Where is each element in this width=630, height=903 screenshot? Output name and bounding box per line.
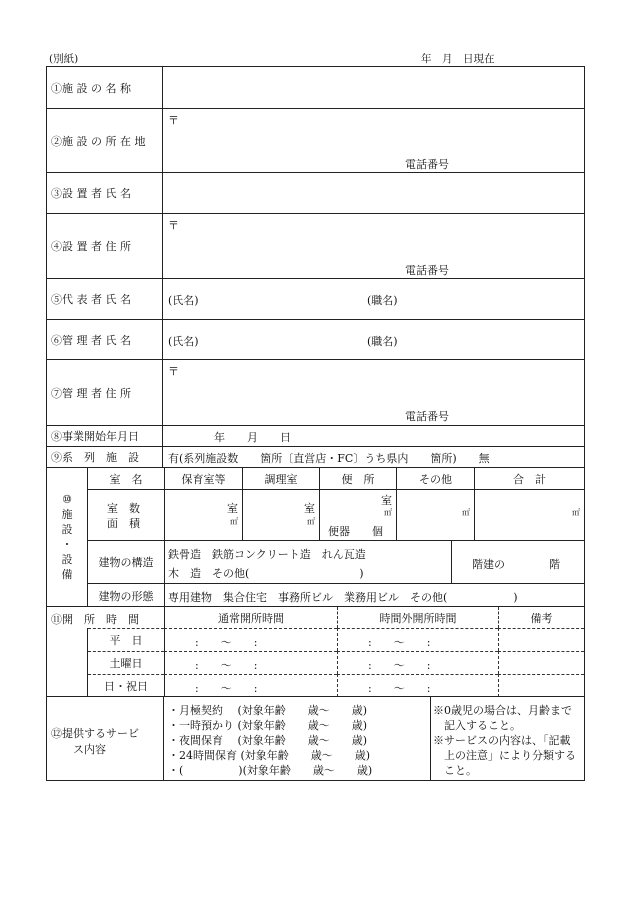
weekday-regular[interactable]: : 〜 : (164, 628, 337, 651)
row-hours (47, 606, 584, 696)
day-saturday: 土曜日 (88, 651, 164, 674)
owner-address-label: ④設 置 者 住 所 (47, 214, 163, 278)
name-label: (氏名) (168, 335, 199, 348)
col-remarks: 備考 (498, 607, 584, 628)
structure-options[interactable]: 鉄骨造 鉄筋コンクリート造 れん瓦造 木 造 その他( ) (164, 540, 451, 583)
service-item: ・( )(対象年齢 歳〜 歳) (168, 764, 373, 777)
as-of-date: 年 月 日現在 (421, 53, 495, 65)
col-toilet: 便 所 (319, 468, 396, 489)
affiliation-label: ⑨系 列 施 設 (47, 447, 163, 467)
room-name-header: 室 名 (109, 472, 143, 486)
toilet-count-area[interactable]: 室 ㎡ 便器 個 (319, 489, 396, 540)
affiliation-field[interactable] (164, 447, 584, 467)
affiliation-text: 有(系列施設数 箇所〔直営店・FC〕うち県内 箇所) 無 (168, 452, 490, 465)
postal-mark: 〒 (168, 219, 179, 232)
postal-mark: 〒 (168, 114, 179, 127)
row-facilities (47, 467, 584, 606)
facilities-number: ⑩ (62, 493, 72, 506)
col-other: その他 (396, 468, 474, 489)
manager-address-field[interactable] (164, 360, 584, 425)
title-label: (職名) (367, 294, 398, 307)
col-total: 合 計 (474, 468, 584, 489)
manager-address-label: ⑦管 理 者 住 所 (47, 360, 163, 425)
phone-label: 電話番号 (405, 264, 449, 277)
service-item: ・24時間保育 (対象年齢 歳〜 歳) (168, 749, 371, 762)
services-notes: ※0歳児の場合は、月齢まで 記入すること。 ※サービスの内容は、「記載 上の注意」により分類する こと。 (430, 697, 584, 781)
facilities-label: ⑩ 施 設 ・ 設 備 (47, 468, 88, 606)
service-item: ・一時預かり (対象年齢 歳〜 歳) (168, 719, 368, 732)
service-item: ・夜間保育 (対象年齢 歳〜 歳) (168, 734, 368, 747)
representative-field[interactable] (164, 279, 584, 319)
services-label: ⑫提供するサービ ス内容 (47, 697, 164, 781)
building-form-label: 建物の形態 (88, 583, 164, 607)
hours-label: ⑪開 所 時 間 (51, 613, 139, 626)
nursery-count-area[interactable]: 室 ㎡ (164, 489, 242, 540)
saturday-remarks[interactable] (498, 651, 584, 674)
row-start-date (47, 425, 584, 446)
day-holiday: 日・祝日 (88, 674, 164, 697)
attachment-label: (別紙) (49, 53, 79, 65)
row-facility-name (47, 67, 584, 108)
row-representative (47, 278, 584, 319)
hours-label-blank (47, 628, 88, 697)
weekday-overtime[interactable]: : 〜 : (337, 628, 498, 651)
start-date-label: ⑧事業開始年月日 (47, 426, 163, 446)
name-label: (氏名) (168, 294, 199, 307)
holiday-regular[interactable]: : 〜 : (164, 674, 337, 697)
date-placeholder: 年 月 日 (214, 431, 291, 444)
structure-label: 建物の構造 (88, 540, 164, 583)
row-manager (47, 319, 584, 359)
col-overtime-hours: 時間外開所時間 (337, 607, 498, 628)
row-owner-address (47, 213, 584, 278)
col-nursery: 保育室等 (164, 468, 242, 489)
owner-name-field[interactable] (164, 173, 584, 213)
service-item: ・月極契約 (対象年齢 歳〜 歳) (168, 704, 368, 717)
phone-label: 電話番号 (405, 410, 449, 423)
title-label: (職名) (367, 335, 398, 348)
facility-address-field[interactable] (164, 109, 584, 172)
toilet-fixture-count: 便器 個 (328, 525, 383, 538)
representative-label: ⑤代 表 者 氏 名 (47, 279, 163, 319)
facility-name-field[interactable] (164, 67, 584, 108)
building-form-options[interactable]: 専用建物 集合住宅 事務所ビル 業務用ビル その他( ) (164, 583, 584, 607)
day-weekday: 平 日 (88, 628, 164, 651)
manager-field[interactable] (164, 320, 584, 359)
facility-form (46, 66, 585, 781)
owner-name-label: ③設 置 者 氏 名 (47, 173, 163, 213)
holiday-remarks[interactable] (498, 674, 584, 697)
row-owner-name (47, 172, 584, 213)
col-regular-hours: 通常開所時間 (164, 607, 337, 628)
start-date-field[interactable] (164, 426, 584, 446)
facility-name-label: ①施 設 の 名 称 (47, 67, 163, 108)
col-kitchen: 調理室 (242, 468, 319, 489)
other-area[interactable]: ㎡ (396, 489, 474, 540)
postal-mark: 〒 (168, 365, 179, 378)
row-affiliation (47, 446, 584, 467)
weekday-remarks[interactable] (498, 628, 584, 651)
total-area[interactable]: ㎡ (474, 489, 584, 540)
facility-address-label: ②施 設 の 所 在 地 (47, 109, 163, 172)
row-facility-address (47, 108, 584, 172)
row-services (47, 696, 584, 780)
floors-field[interactable]: 階建の 階 (451, 540, 584, 583)
saturday-regular[interactable]: : 〜 : (164, 651, 337, 674)
phone-label: 電話番号 (405, 158, 449, 171)
owner-address-field[interactable] (164, 214, 584, 278)
services-list[interactable] (164, 697, 430, 781)
holiday-overtime[interactable]: : 〜 : (337, 674, 498, 697)
count-area-label: 室 数 面 積 (88, 489, 164, 540)
manager-label: ⑥管 理 者 氏 名 (47, 320, 163, 359)
kitchen-count-area[interactable]: 室 ㎡ (242, 489, 319, 540)
row-manager-address (47, 359, 584, 425)
saturday-overtime[interactable]: : 〜 : (337, 651, 498, 674)
